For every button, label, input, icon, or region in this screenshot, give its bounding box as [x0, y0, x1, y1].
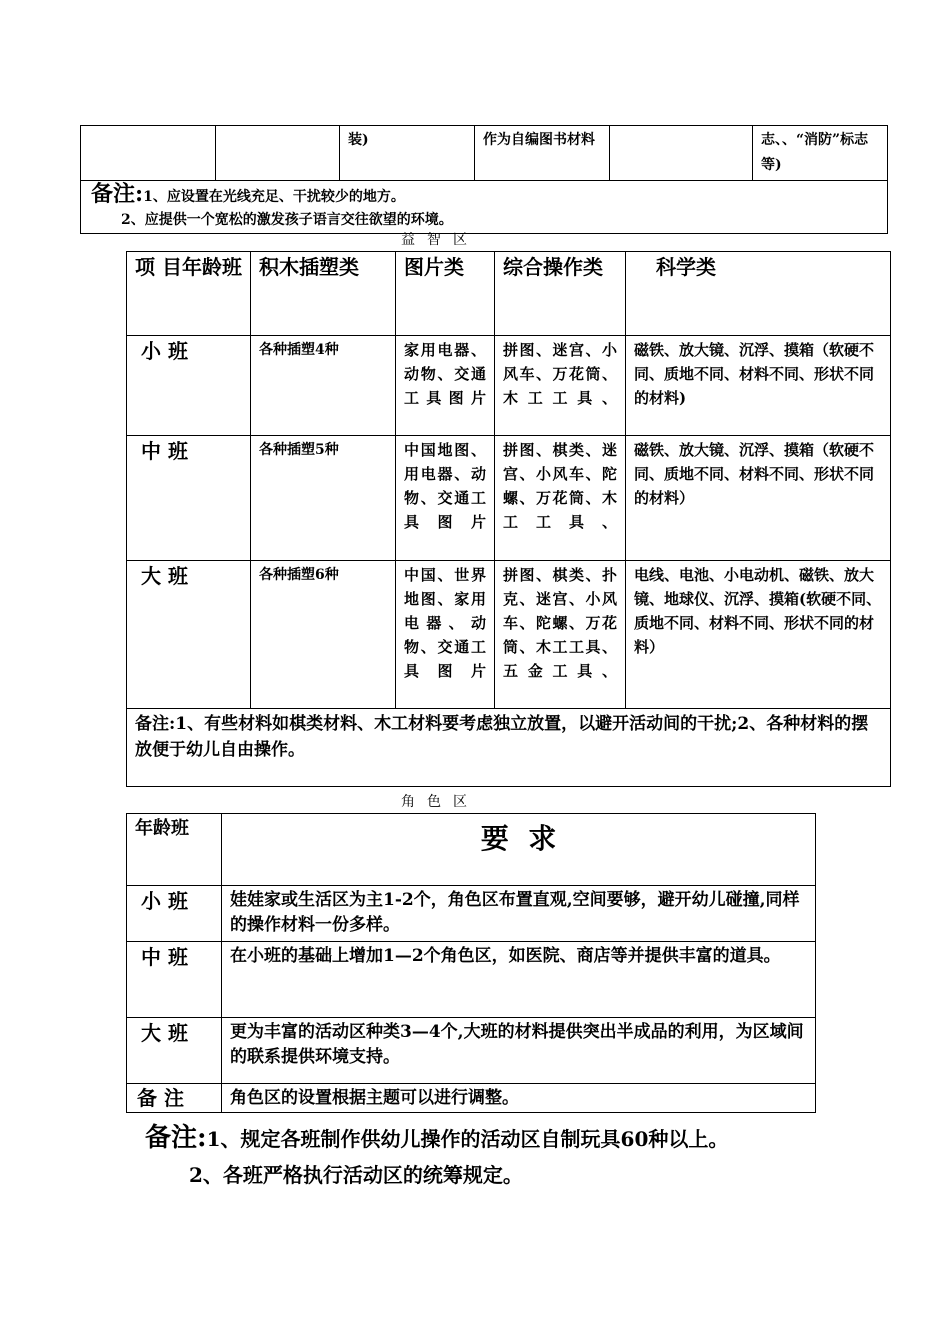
row-science: 电线、电池、小电动机、磁铁、放大镜、地球仪、沉浮、摸箱(软硬不同、质地不同、材料不同、形状不同的材料） [626, 561, 891, 709]
row-grade: 中 班 [127, 436, 251, 561]
row-operation: 拼图、迷宫、小风车、万花筒、木工工具、 [495, 336, 626, 436]
row-requirement: 更为丰富的活动区种类3—4个,大班的材料提供突出半成品的利用，为区域间的联系提供环境支持。 [222, 1018, 816, 1084]
top-cell-6: 志、、“消防”标志等) [753, 126, 888, 181]
row-operation: 拼图、棋类、迷宫、小风车、陀螺、万花筒、木工工具、 [495, 436, 626, 561]
header-grade: 年龄班 [127, 814, 222, 886]
row-blocks: 各种插塑4种 [251, 336, 396, 436]
row-blocks: 各种插塑5种 [251, 436, 396, 561]
puzzle-section-caption: 益智区 [401, 232, 479, 248]
footer-line-1: 1、规定各班制作供幼儿操作的活动区自制玩具60种以上。 [206, 1127, 729, 1151]
header-grade: 项 目年龄班 [127, 252, 251, 336]
row-blocks: 各种插塑6种 [251, 561, 396, 709]
footer-note [145, 1120, 728, 1193]
top-cell-2 [216, 126, 340, 181]
row-grade: 小 班 [127, 336, 251, 436]
header-science: 科学类 [626, 252, 891, 336]
top-cell-3: 装) [340, 126, 475, 181]
row-science: 磁铁、放大镜、沉浮、摸箱（软硬不同、质地不同、材料不同、形状不同的材料) [626, 336, 891, 436]
footer-label: 备注: [145, 1123, 207, 1153]
header-pictures: 图片类 [396, 252, 495, 336]
row-pictures: 家用电器、动物、交通工具图片 [396, 336, 495, 436]
row-grade: 备 注 [127, 1084, 222, 1113]
role-section-caption: 角色区 [401, 794, 479, 810]
header-requirement: 要 求 [222, 814, 816, 886]
row-requirement: 角色区的设置根据主题可以进行调整。 [222, 1084, 816, 1113]
row-requirement: 娃娃家或生活区为主1-2个，角色区布置直观,空间要够，避开幼儿碰撞,同样的操作材料一份多样。 [222, 886, 816, 942]
top-table [80, 125, 888, 234]
top-note-line-2: 2、应提供一个宽松的激发孩子语言交往欲望的环境。 [121, 212, 453, 228]
puzzle-note: 备注:1、有些材料如棋类材料、木工材料要考虑独立放置，以避开活动间的干扰;2、各种材料的摆放便于幼儿自由操作。 [127, 709, 891, 787]
row-pictures: 中国地图、用电器、动物、交通工具图片 [396, 436, 495, 561]
top-cell-5 [610, 126, 753, 181]
row-grade: 大 班 [127, 1018, 222, 1084]
row-grade: 大 班 [127, 561, 251, 709]
puzzle-table [126, 251, 891, 787]
top-note-label: 备注: [91, 181, 144, 207]
top-note-line-1: 1、应设置在光线充足、干扰较少的地方。 [143, 189, 405, 205]
row-science: 磁铁、放大镜、沉浮、摸箱（软硬不同、质地不同、材料不同、形状不同的材料） [626, 436, 891, 561]
row-requirement: 在小班的基础上增加1—2个角色区，如医院、商店等并提供丰富的道具。 [222, 942, 816, 1018]
role-table [126, 813, 816, 1113]
row-grade: 小 班 [127, 886, 222, 942]
top-cell-4: 作为自编图书材料 [475, 126, 610, 181]
top-note [81, 181, 888, 234]
header-operation: 综合操作类 [495, 252, 626, 336]
row-operation: 拼图、棋类、扑克、迷宫、小风车、陀螺、万花筒、木工工具、五金工具、 [495, 561, 626, 709]
top-cell-1 [81, 126, 216, 181]
row-grade: 中 班 [127, 942, 222, 1018]
footer-line-2: 2、各班严格执行活动区的统筹规定。 [189, 1163, 523, 1187]
header-blocks: 积木插塑类 [251, 252, 396, 336]
row-pictures: 中国、世界地图、家用电器、动物、交通工具图片 [396, 561, 495, 709]
